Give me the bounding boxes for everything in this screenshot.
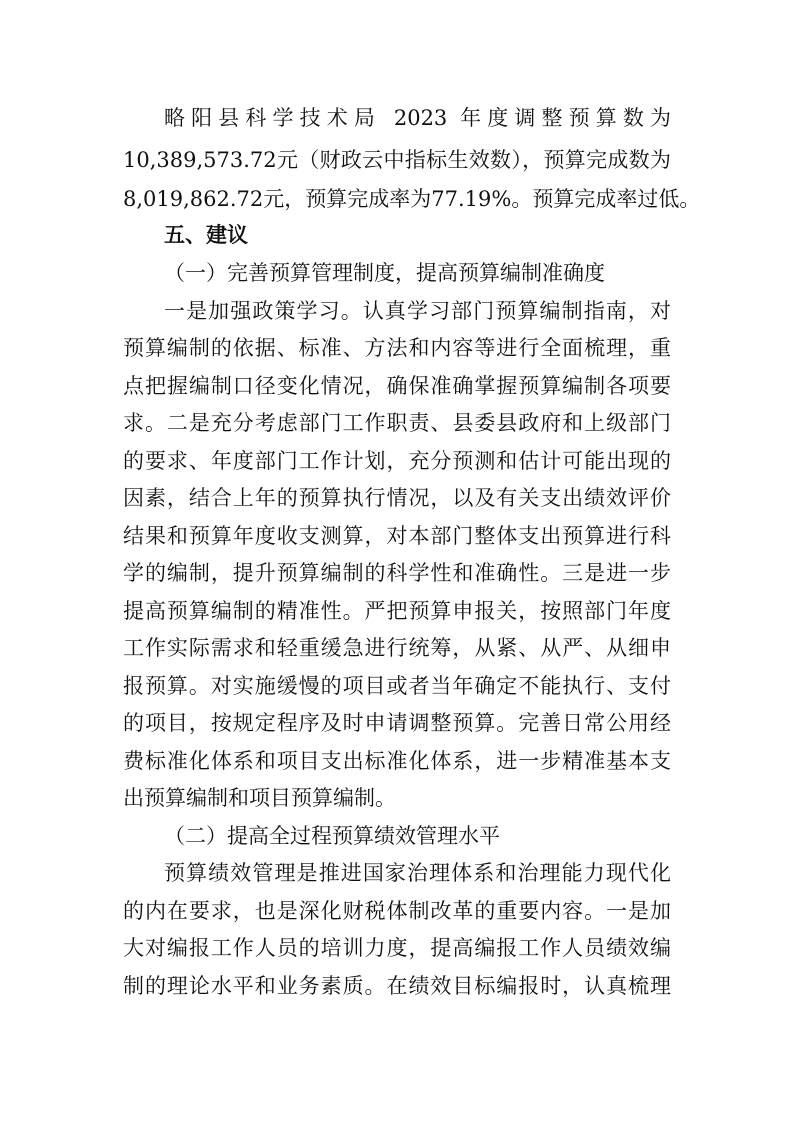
paragraph-line: 预算编制的依据、标准、方法和内容等进行全面梳理，重	[123, 336, 671, 360]
paragraph-line: 学的编制，提升预算编制的科学性和准确性。三是进一步	[123, 561, 671, 585]
paragraph-line: 结果和预算年度收支测算，对本部门整体支出预算进行科	[123, 524, 671, 548]
paragraph-line: 大对编报工作人员的培训力度，提高编报工作人员绩效编	[123, 936, 671, 960]
paragraph-line: 提高预算编制的精准性。严把预算申报关，按照部门年度	[123, 599, 671, 623]
paragraph-line: 点把握编制口径变化情况，确保准确掌握预算编制各项要	[123, 374, 671, 398]
paragraph-line: 出预算编制和项目预算编制。	[123, 786, 396, 810]
paragraph-line: 10,389,573.72元（财政云中指标生效数），预算完成数为	[123, 148, 671, 172]
paragraph-line: 因素，结合上年的预算执行情况，以及有关支出绩效评价	[123, 486, 671, 510]
paragraph-line: 的内在要求，也是深化财税体制改革的重要内容。一是加	[123, 899, 671, 923]
paragraph-line: 略阳县科学技术局 2023 年度调整预算数为	[164, 106, 671, 130]
paragraph-line: 工作实际需求和轻重缓急进行统筹，从紧、从严、从细申	[123, 636, 671, 660]
paragraph-line: 报预算。对实施缓慢的项目或者当年确定不能执行、支付	[123, 674, 671, 698]
subsection-heading: （二）提高全过程预算绩效管理水平	[164, 824, 500, 848]
paragraph-line: 预算绩效管理是推进国家治理体系和治理能力现代化	[164, 861, 671, 885]
paragraph-line: 8,019,862.72元，预算完成率为77.19%。预算完成率过低。	[123, 187, 701, 211]
section-heading: 五、建议	[164, 223, 248, 247]
paragraph-line: 的要求、年度部门工作计划，充分预测和估计可能出现的	[123, 449, 671, 473]
paragraph-line: 的项目，按规定程序及时申请调整预算。完善日常公用经	[123, 711, 671, 735]
paragraph-line: 费标准化体系和项目支出标准化体系，进一步精准基本支	[123, 749, 671, 773]
paragraph-line: 制的理论水平和业务素质。在绩效目标编报时，认真梳理	[123, 974, 671, 998]
paragraph-line: 一是加强政策学习。认真学习部门预算编制指南，对	[164, 299, 671, 323]
paragraph-line: 求。二是充分考虑部门工作职责、县委县政府和上级部门	[123, 411, 671, 435]
subsection-heading: （一）完善预算管理制度，提高预算编制准确度	[164, 261, 605, 285]
